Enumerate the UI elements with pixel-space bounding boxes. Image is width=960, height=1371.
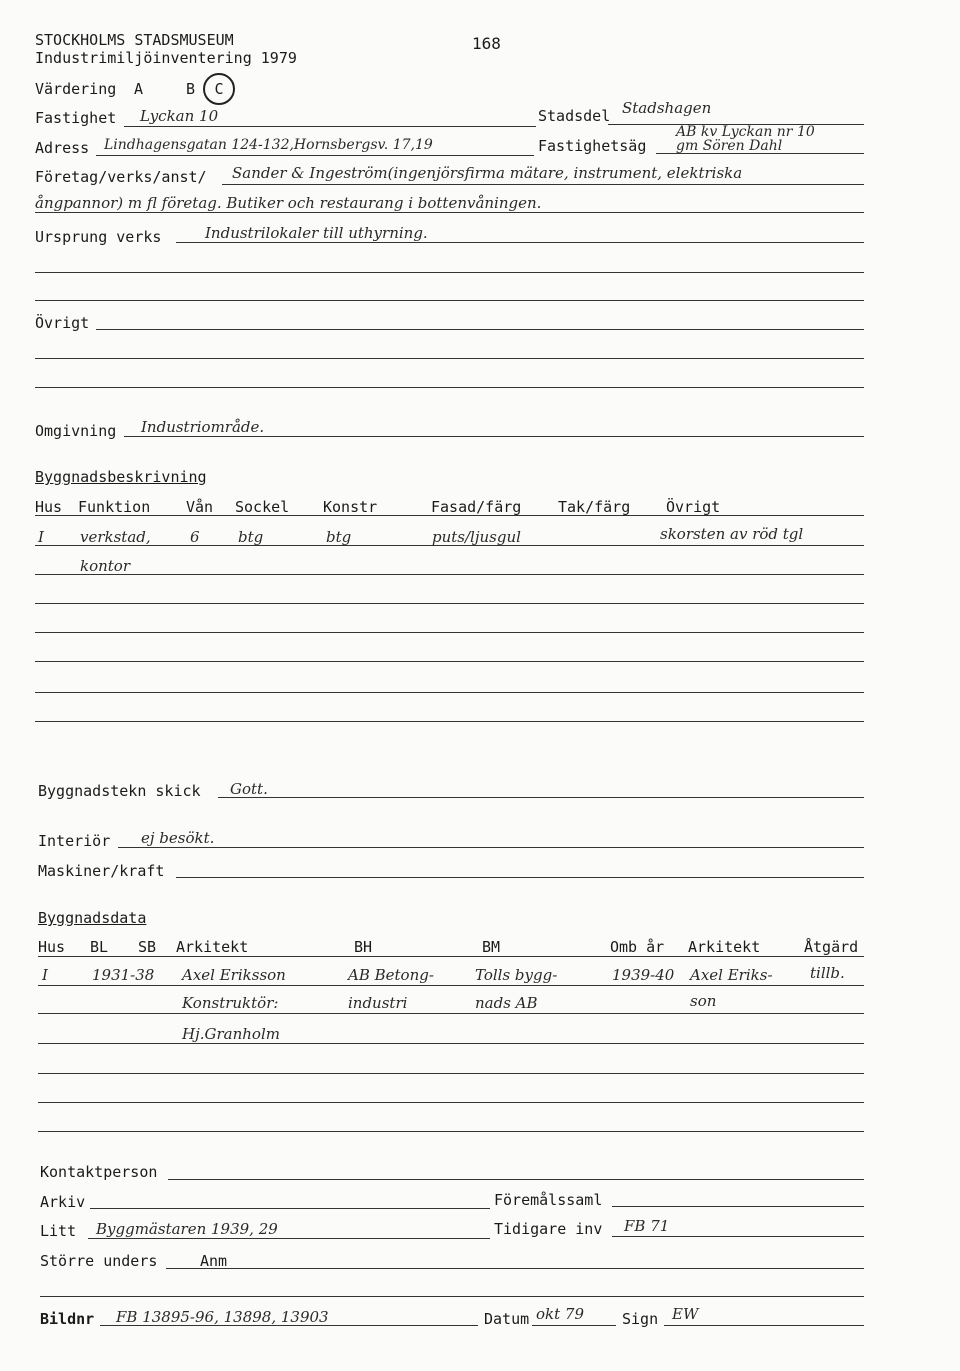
omgivning-line [124, 436, 864, 437]
col-konstr: Konstr [323, 498, 378, 516]
footer-rule [40, 1296, 864, 1297]
maskiner-label: Maskiner/kraft [38, 862, 165, 880]
blank-line [35, 272, 864, 273]
sign-line [664, 1325, 864, 1326]
bd-hus: I [38, 528, 44, 546]
agare-label: Fastighetsäg [538, 137, 647, 155]
bdata-col-bh: BH [354, 938, 373, 956]
omgivning-label: Omgivning [35, 422, 117, 440]
adress-value: Lindhagensgatan 124-132,Hornsbergsv. 17,19 [104, 137, 433, 153]
bd-fasad: puts/ljusgul [432, 528, 521, 546]
fastighet-line [124, 126, 536, 127]
bd-konstr: btg [326, 528, 352, 546]
adress-label: Adress [35, 139, 90, 157]
tidigare-value: FB 71 [624, 1217, 670, 1235]
col-hus: Hus [35, 498, 63, 516]
bdata-row-rule [38, 1102, 864, 1103]
bdata-col-arkitekt: Arkitekt [176, 938, 249, 956]
bd-ovrigt: skorsten av röd tgl [660, 525, 804, 543]
bdata-row-rule [38, 1013, 864, 1014]
blank-line [35, 358, 864, 359]
foretag-label: Företag/verks/anst/ [35, 168, 207, 186]
row-rule [35, 545, 864, 546]
museum-name: STOCKHOLMS STADSMUSEUM [35, 31, 234, 49]
col-van: Vån [186, 498, 214, 516]
col-ovrigt: Övrigt [666, 498, 721, 516]
col-tak: Tak/färg [558, 498, 631, 516]
row-rule [35, 603, 864, 604]
bdata-row-rule [38, 1043, 864, 1044]
litt-label: Litt [40, 1222, 77, 1240]
bdata-row-rule [38, 985, 864, 986]
foretag-line-1 [222, 184, 864, 185]
col-fasad: Fasad/färg [431, 498, 522, 516]
bdata-arkitekt2-1: Axel Eriks- [690, 966, 773, 984]
bd-funktion-2: kontor [80, 557, 131, 575]
bdata-header-rule [38, 956, 864, 957]
bd-van: 6 [190, 528, 200, 546]
stadsdel-label: Stadsdel [538, 107, 611, 125]
fastighet-value: Lyckan 10 [140, 107, 219, 125]
adress-line [96, 155, 534, 156]
bdata-col-arkitekt2: Arkitekt [688, 938, 761, 956]
foretag-value-1: Sander & Ingeström(ingenjörsfirma mätare, instrument, elektriska [232, 164, 743, 182]
agare-value-2: gm Sören Dahl [676, 138, 783, 154]
row-rule [35, 721, 864, 722]
rating-label: Värdering [35, 80, 117, 98]
row-rule [35, 692, 864, 693]
datum-value: okt 79 [536, 1305, 585, 1323]
datum-line [532, 1325, 616, 1326]
datum-label: Datum [484, 1310, 530, 1328]
bdata-atgard: tillb. [810, 964, 845, 982]
skick-line [218, 797, 864, 798]
header-rule [35, 515, 864, 516]
bdata-bm-2: nads AB [475, 994, 538, 1012]
agare-value-1: AB kv Lyckan nr 10 [676, 124, 815, 140]
tidigare-label: Tidigare inv [494, 1220, 603, 1238]
maskiner-line [176, 877, 864, 878]
bdata-col-atgard: Åtgärd [804, 938, 859, 956]
kontakt-line [168, 1179, 864, 1180]
bdata-period: 1931-38 [92, 966, 155, 984]
anm-label: Anm [200, 1252, 228, 1270]
rating-c-circled: C [203, 73, 235, 105]
sign-value: EW [672, 1305, 699, 1323]
omgivning-value: Industriområde. [141, 418, 265, 436]
bd-sockel: btg [238, 528, 264, 546]
ursprung-value: Industrilokaler till uthyrning. [205, 224, 428, 242]
rating-a: A [134, 80, 144, 98]
bdata-bm-1: Tolls bygg- [475, 966, 558, 984]
ovrigt-line [96, 329, 864, 330]
ursprung-line [176, 242, 864, 243]
ursprung-label: Ursprung verks [35, 228, 162, 246]
foretag-line-2 [35, 212, 864, 213]
fastighet-label: Fastighet [35, 109, 117, 127]
bdata-arkitekt-3: Hj.Granholm [182, 1025, 280, 1043]
bdata-arkitekt2-2: son [690, 992, 717, 1010]
arkiv-line [90, 1208, 490, 1209]
ovrigt-label: Övrigt [35, 314, 90, 332]
bildnr-value: FB 13895-96, 13898, 13903 [116, 1308, 329, 1326]
litt-line [88, 1238, 490, 1239]
bdata-hus: I [42, 966, 48, 984]
foremal-line [612, 1206, 864, 1207]
byggnadsdata-title: Byggnadsdata [38, 909, 147, 927]
col-sockel: Sockel [235, 498, 290, 516]
bdata-arkitekt-2: Konstruktör: [182, 994, 279, 1012]
interior-value: ej besökt. [141, 829, 215, 847]
byggnadsbeskrivning-title: Byggnadsbeskrivning [35, 468, 207, 486]
stadsdel-value: Stadshagen [622, 99, 712, 117]
storre-label: Större unders [40, 1252, 158, 1270]
row-rule [35, 632, 864, 633]
bdata-bh-2: industri [348, 994, 408, 1012]
bdata-omb: 1939-40 [612, 966, 675, 984]
blank-line [35, 387, 864, 388]
bdata-col-bm: BM [482, 938, 501, 956]
bdata-col-bl: BL [90, 938, 109, 956]
tidigare-line [612, 1236, 864, 1237]
arkiv-label: Arkiv [40, 1193, 86, 1211]
foretag-value-2: ångpannor) m fl företag. Butiker och restaurang i bottenvåningen. [35, 194, 542, 212]
bd-funktion: verkstad, [80, 528, 151, 546]
skick-label: Byggnadstekn skick [38, 782, 201, 800]
rating-b: B [186, 80, 196, 98]
sign-label: Sign [622, 1310, 659, 1328]
col-funktion: Funktion [78, 498, 151, 516]
litt-value: Byggmästaren 1939, 29 [96, 1220, 278, 1238]
storre-line [166, 1268, 864, 1269]
bdata-row-rule [38, 1073, 864, 1074]
inventory-title: Industrimiljöinventering 1979 [35, 49, 297, 67]
page-number: 168 [472, 34, 501, 53]
bdata-col-hus: Hus [38, 938, 66, 956]
bdata-col-sb: SB [138, 938, 157, 956]
interior-label: Interiör [38, 832, 111, 850]
foremal-label: Föremålssaml [494, 1191, 603, 1209]
bdata-row-rule [38, 1131, 864, 1132]
bdata-col-omb: Omb år [610, 938, 665, 956]
skick-value: Gott. [230, 780, 268, 798]
interior-line [118, 847, 864, 848]
row-rule [35, 574, 864, 575]
kontakt-label: Kontaktperson [40, 1163, 158, 1181]
row-rule [35, 661, 864, 662]
bdata-arkitekt: Axel Eriksson [182, 966, 286, 984]
blank-line [35, 300, 864, 301]
bildnr-label: Bildnr [40, 1310, 95, 1328]
bdata-bh-1: AB Betong- [348, 966, 434, 984]
